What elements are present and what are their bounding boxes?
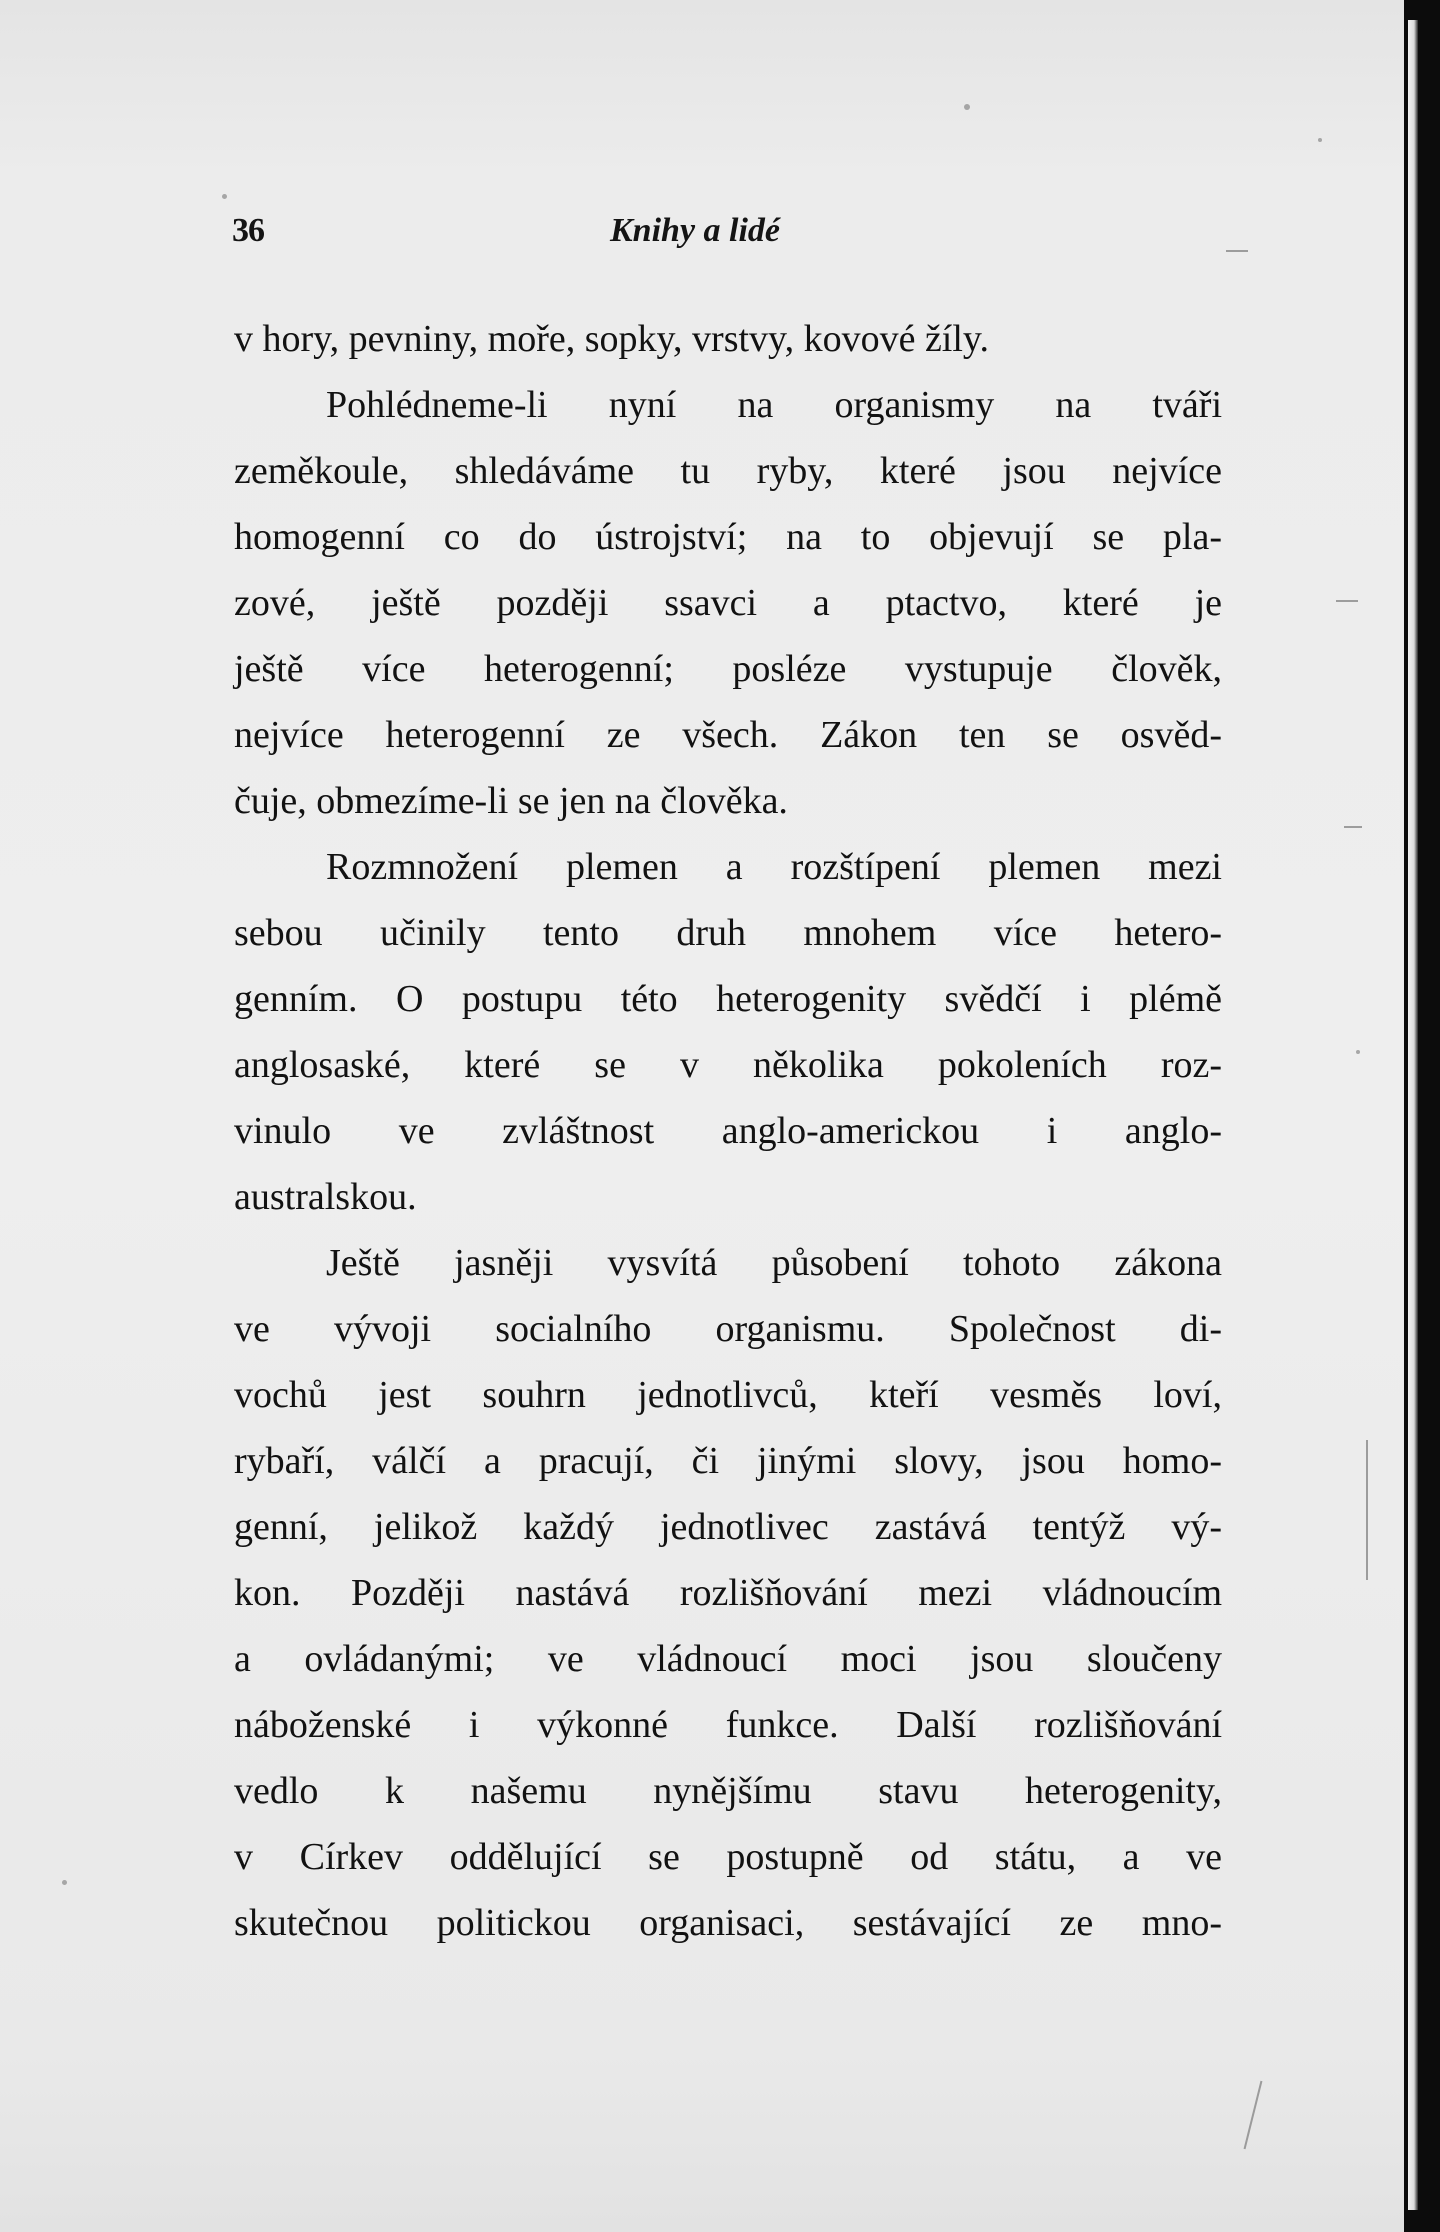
running-title: Knihy a lidé <box>610 212 781 249</box>
text-line: kon. Později nastává rozlišňování mezi vládnoucím <box>234 1572 1222 1614</box>
text-line: anglosaské, které se v několika pokoleních roz- <box>234 1044 1222 1086</box>
scan-mark <box>1344 826 1362 828</box>
page-edge-highlight <box>1408 20 1418 2210</box>
text-line: nejvíce heterogenní ze všech. Zákon ten se osvěd- <box>234 714 1222 756</box>
scan-mark <box>1366 1440 1368 1580</box>
scan-mark <box>1244 2081 1263 2149</box>
text-line: Rozmnožení plemen a rozštípení plemen mezi <box>326 846 1222 888</box>
page-header <box>232 212 832 262</box>
scan-speck <box>1318 138 1322 142</box>
paragraph <box>234 1230 1222 1956</box>
text-line: australskou. <box>234 1176 417 1218</box>
paragraph <box>234 306 1222 372</box>
text-line: ještě více heterogenní; posléze vystupuje člověk, <box>234 648 1222 690</box>
text-line: v hory, pevniny, moře, sopky, vrstvy, kovové žíly. <box>234 318 989 360</box>
scan-mark <box>1226 250 1248 252</box>
text-line: skutečnou politickou organisaci, sestávající ze mno- <box>234 1902 1222 1944</box>
text-line: zové, ještě později ssavci a ptactvo, které je <box>234 582 1222 624</box>
text-line: a ovládanými; ve vládnoucí moci jsou sloučeny <box>234 1638 1222 1680</box>
text-line: sebou učinily tento druh mnohem více hetero- <box>234 912 1222 954</box>
scan-speck <box>222 194 227 199</box>
text-line: genní, jelikož každý jednotlivec zastává tentýž vý- <box>234 1506 1222 1548</box>
page-number: 36 <box>232 212 264 249</box>
text-line: homogenní co do ústrojství; na to objevují se pla- <box>234 516 1222 558</box>
text-line: vedlo k našemu nynějšímu stavu heterogenity, <box>234 1770 1222 1812</box>
text-line: rybaří, válčí a pracují, či jinými slovy, jsou homo- <box>234 1440 1222 1482</box>
paragraph <box>234 834 1222 1230</box>
text-line: v Církev oddělující se postupně od státu, a ve <box>234 1836 1222 1878</box>
body-text <box>234 306 1222 1956</box>
text-line: vinulo ve zvláštnost anglo-americkou i anglo- <box>234 1110 1222 1152</box>
text-line: Ještě jasněji vysvítá působení tohoto zákona <box>326 1242 1222 1284</box>
text-line: čuje, obmezíme-li se jen na člověka. <box>234 780 788 822</box>
text-line: Pohlédneme-li nyní na organismy na tváři <box>326 384 1222 426</box>
scan-mark <box>1336 600 1358 602</box>
text-line: vochů jest souhrn jednotlivců, kteří vesměs loví, <box>234 1374 1222 1416</box>
text-line: náboženské i výkonné funkce. Další rozlišňování <box>234 1704 1222 1746</box>
scan-speck <box>1356 1050 1360 1054</box>
scan-speck <box>62 1880 67 1885</box>
text-line: ve vývoji socialního organismu. Společnost di- <box>234 1308 1222 1350</box>
text-line: genním. O postupu této heterogenity svědčí i plémě <box>234 978 1222 1020</box>
scan-speck <box>964 104 970 110</box>
text-line: zeměkoule, shledáváme tu ryby, které jsou nejvíce <box>234 450 1222 492</box>
paragraph <box>234 372 1222 834</box>
